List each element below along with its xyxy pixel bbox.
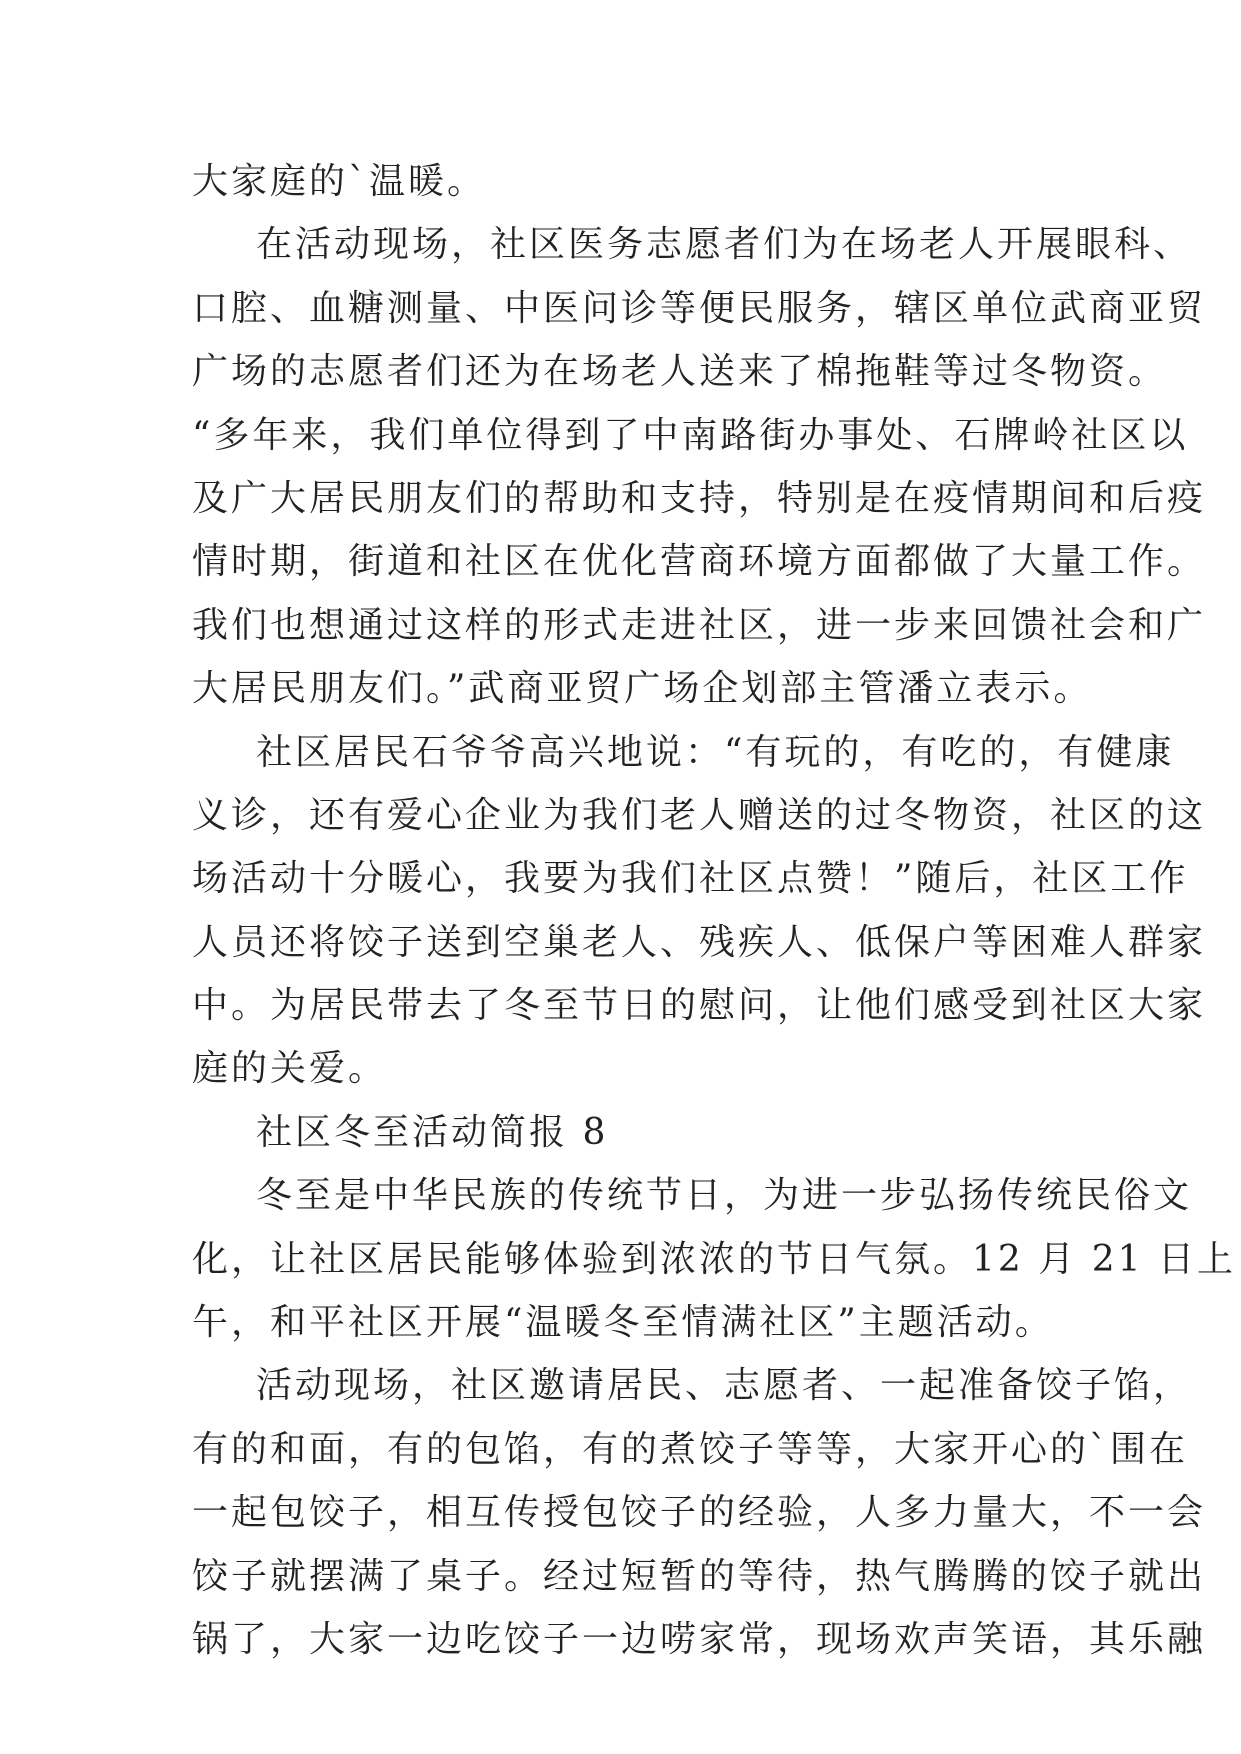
text-line: 庭的关爱。 <box>192 1048 388 1090</box>
document-body <box>192 150 1236 1671</box>
text-line: 及广大居民朋友们的帮助和支持，特别是在疫情期间和后疫 <box>192 477 1207 519</box>
text-line: 广场的志愿者们还为在场老人送来了棉拖鞋等过冬物资。 <box>192 351 1168 393</box>
text-line: 口腔、血糖测量、中医问诊等便民服务，辖区单位武商亚贸 <box>192 287 1207 329</box>
text-line: 大家庭的`温暖。 <box>192 161 487 202</box>
text-line: 社区居民石爷爷高兴地说：“有玩的，有吃的，有健康 <box>256 731 1175 773</box>
section-heading: 社区冬至活动简报 8 <box>256 1111 609 1153</box>
text-line: 活动现场，社区邀请居民、志愿者、一起准备饺子馅， <box>256 1365 1193 1407</box>
text-line: 有的和面，有的包馅，有的煮饺子等等，大家开心的`围在 <box>192 1428 1189 1470</box>
text-line: 大居民朋友们。”武商亚贸广场企划部主管潘立表示。 <box>192 668 1093 710</box>
text-line: 在活动现场，社区医务志愿者们为在场老人开展眼科、 <box>256 224 1193 266</box>
text-line: 午，和平社区开展“温暖冬至情满社区”主题活动。 <box>192 1302 1054 1344</box>
text-line: 中。为居民带去了冬至节日的慰问，让他们感受到社区大家 <box>192 985 1207 1027</box>
text-line: 我们也想通过这样的形式走进社区，进一步来回馈社会和广 <box>192 604 1207 646</box>
text-line: 情时期，街道和社区在优化营商环境方面都做了大量工作。 <box>192 541 1207 583</box>
text-line: 饺子就摆满了桌子。经过短暂的等待，热气腾腾的饺子就出 <box>192 1555 1207 1597</box>
text-line: 场活动十分暖心，我要为我们社区点赞！”随后，社区工作 <box>192 858 1189 900</box>
text-line: 锅了，大家一边吃饺子一边唠家常，现场欢声笑语，其乐融 <box>192 1618 1207 1660</box>
text-line: 一起包饺子，相互传授包饺子的经验，人多力量大，不一会 <box>192 1492 1207 1534</box>
text-line: 人员还将饺子送到空巢老人、残疾人、低保户等困难人群家 <box>192 921 1207 963</box>
text-line: “多年来，我们单位得到了中南路街办事处、石牌岭社区以 <box>192 414 1189 456</box>
text-line: 义诊，还有爱心企业为我们老人赠送的过冬物资，社区的这 <box>192 794 1207 836</box>
text-line: 冬至是中华民族的传统节日，为进一步弘扬传统民俗文 <box>256 1175 1193 1217</box>
text-line: 化，让社区居民能够体验到浓浓的节日气氛。12 月 21 日上 <box>192 1238 1236 1280</box>
